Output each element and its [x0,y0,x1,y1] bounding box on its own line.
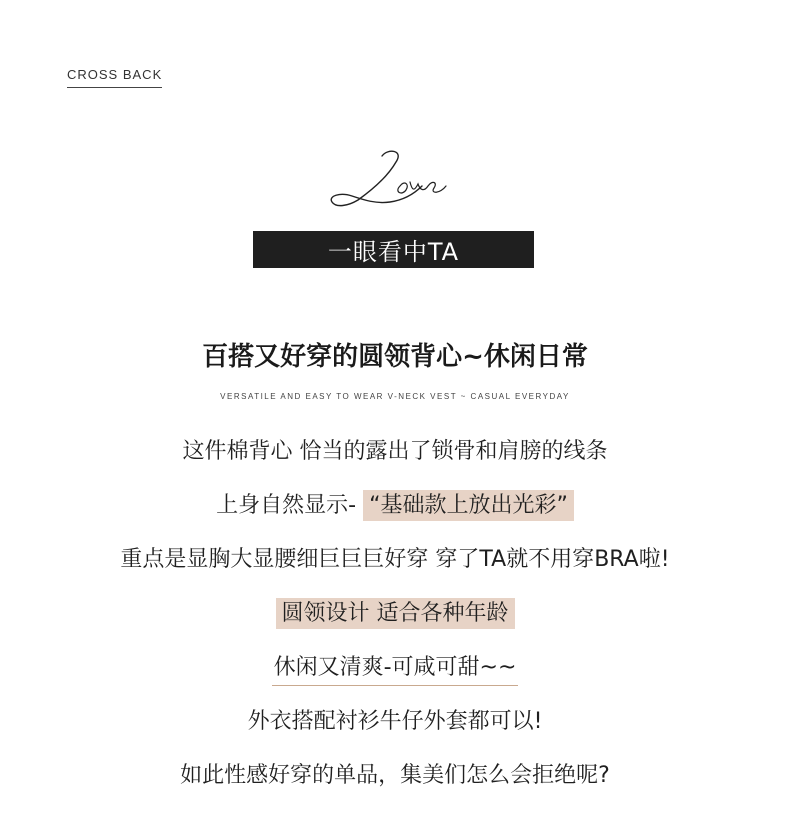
headline: 百搭又好穿的圆领背心~休闲日常 [202,342,588,372]
desc-line-6: 外衣搭配衬衫牛仔外套都可以! [247,709,543,734]
desc-line-4-highlight: 圆领设计 适合各种年龄 [276,598,515,629]
desc-line-3: 重点是显胸大显腰细巨巨巨好穿 穿了TA就不用穿BRA啦! [120,547,670,572]
desc-line-7: 如此性感好穿的单品，集美们怎么会拒绝呢? [180,763,610,788]
desc-line-1: 这件棉背心 恰当的露出了锁骨和肩膀的线条 [182,439,608,464]
desc-line-2 [0,488,790,519]
subline-english: VERSATILE AND EASY TO WEAR V-NECK VEST ~ CASUAL EVERYDAY [220,392,570,401]
love-script-logo [318,146,478,218]
desc-line-5 [0,650,790,686]
section-tag: CROSS BACK [67,67,162,88]
desc-line-2-prefix: 上身自然显示- [216,493,357,518]
desc-line-2-highlight: “基础款上放出光彩” [363,490,574,521]
desc-line-5-underlined: 休闲又清爽-可咸可甜~~ [272,650,519,686]
desc-line-4 [0,596,790,627]
banner-title: 一眼看中TA [253,231,534,268]
